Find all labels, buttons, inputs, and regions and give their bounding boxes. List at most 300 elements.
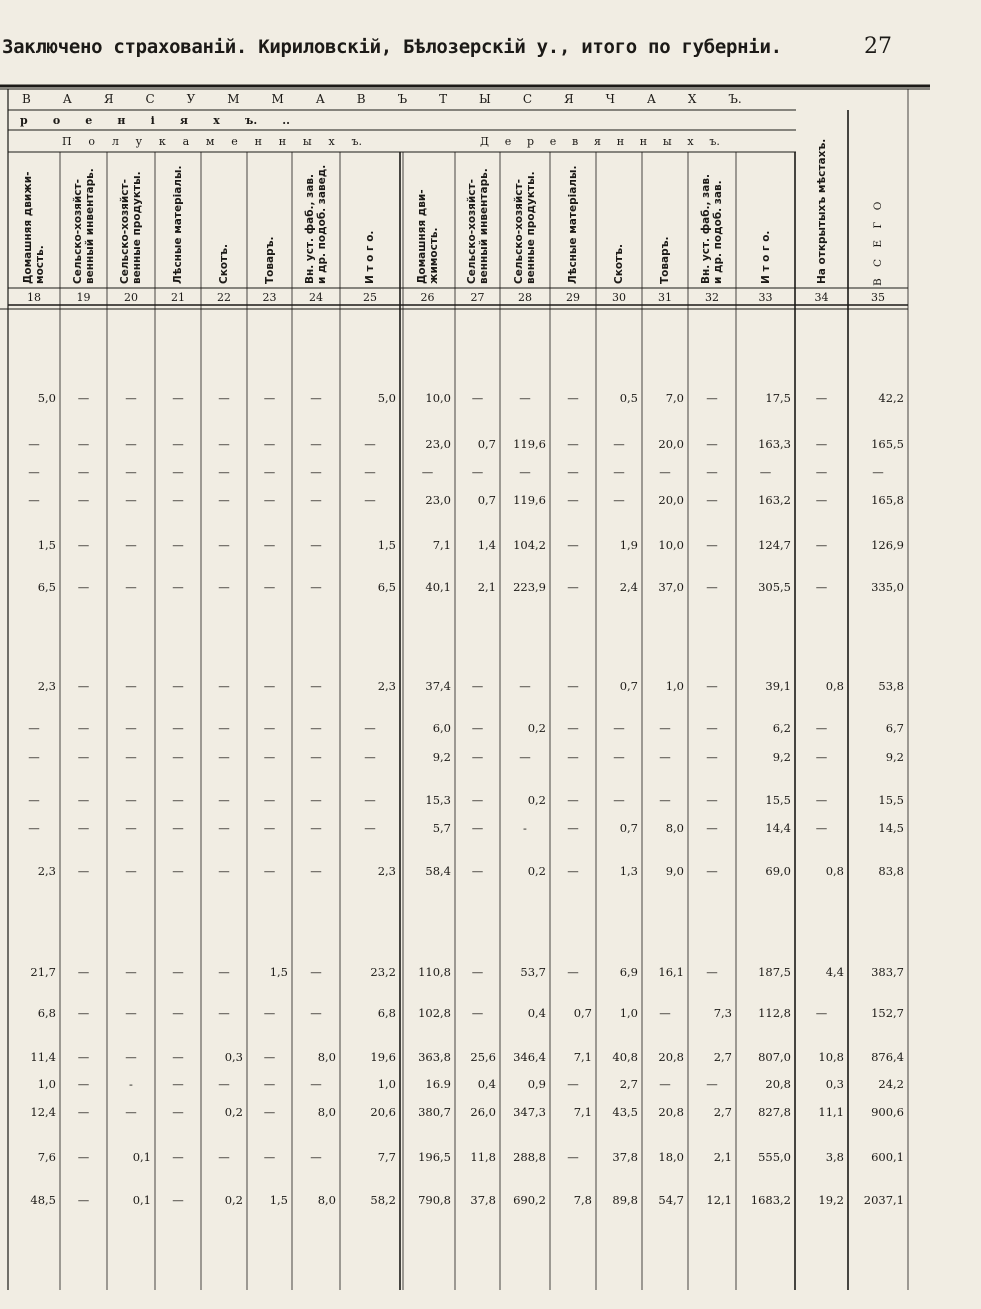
table-cell: 876,4 <box>871 1050 904 1064</box>
table-cell: — <box>263 580 276 594</box>
table-cell: 53,7 <box>520 965 546 979</box>
banner-sum-letter: Х <box>687 92 697 106</box>
table-cell: 1,4 <box>477 538 496 552</box>
table-cell: — <box>659 750 671 764</box>
wooden-buildings-group <box>480 135 720 148</box>
table-cell: — <box>706 821 718 835</box>
table-cell: 18,0 <box>658 1150 684 1164</box>
table-cell: 163,2 <box>758 493 791 507</box>
table-cell: — <box>310 580 322 594</box>
table-cell: — <box>263 750 276 764</box>
table-cell: 2,7 <box>713 1105 732 1119</box>
banner-sub-letter: о <box>52 114 61 127</box>
stone-group-letter: а <box>182 135 190 148</box>
table-cell: — <box>218 679 230 693</box>
table-cell: — <box>218 538 230 552</box>
table-cell: — <box>471 721 484 735</box>
table-cell: — <box>364 493 376 507</box>
table-cell: — <box>567 821 579 835</box>
table-cell: — <box>310 679 322 693</box>
column-header-25: И т о г о. <box>364 230 376 284</box>
table-cell: 119,6 <box>513 493 546 507</box>
table-cell: — <box>567 538 579 552</box>
column-number-34: 34 <box>814 291 829 304</box>
table-cell: 83,8 <box>878 864 904 878</box>
table-cell: — <box>815 538 828 552</box>
table-cell: — <box>77 750 90 764</box>
column-header-32: Вн. уст. фаб., зав. и др. подоб. зав. <box>700 174 724 284</box>
table-cell: 54,7 <box>658 1193 684 1207</box>
column-number-35: 35 <box>871 291 885 304</box>
table-cell: 37,8 <box>470 1193 496 1207</box>
table-cell: 9,2 <box>432 750 451 764</box>
table-cell: 2037,1 <box>863 1193 904 1207</box>
column-header-33: И т о г о. <box>759 230 772 284</box>
stone-group-letter: е <box>231 135 238 148</box>
column-number-27: 27 <box>470 291 485 304</box>
table-cell: — <box>172 538 184 552</box>
table-cell: 104,2 <box>513 538 546 552</box>
table-cell: — <box>218 1077 230 1091</box>
table-cell: — <box>263 1077 276 1091</box>
table-cell: 347,3 <box>513 1105 546 1119</box>
table-cell: — <box>125 437 137 451</box>
table-cell: — <box>567 391 579 405</box>
banner-sum-letter: С <box>522 92 532 106</box>
table-cell: — <box>567 750 579 764</box>
table-cell: — <box>172 1077 184 1091</box>
wood-group-letter: е <box>504 135 512 148</box>
table-cell: 152,7 <box>871 1006 904 1020</box>
table-cell: — <box>218 465 230 479</box>
table-cell: — <box>218 1006 230 1020</box>
table-cell: — <box>218 750 230 764</box>
table-cell: — <box>172 493 184 507</box>
table-cell: — <box>218 493 230 507</box>
table-cell: 112,8 <box>758 1006 791 1020</box>
table-cell: 0,2 <box>527 793 546 807</box>
table-cell: — <box>172 864 184 878</box>
table-cell: — <box>567 679 579 693</box>
table-cell: — <box>815 1006 828 1020</box>
table-cell: 0,2 <box>527 721 546 735</box>
stone-group-letter: м <box>205 135 215 148</box>
banner-subtitle <box>20 114 290 127</box>
table-cell: — <box>263 721 276 735</box>
table-cell: 5,0 <box>377 391 396 405</box>
column-number-24: 24 <box>309 291 323 304</box>
table-cell: — <box>567 721 579 735</box>
column-header-22: Скотъ. <box>218 243 230 284</box>
column-header-31: Товаръ. <box>659 236 671 284</box>
table-cell: — <box>263 821 276 835</box>
column-header-19: Сельско-хозяйст- венный инвентарь. <box>71 168 96 284</box>
table-cell: 39,1 <box>765 679 791 693</box>
table-cell: 1,0 <box>377 1077 396 1091</box>
table-cell: 43,5 <box>612 1105 638 1119</box>
table-cell: — <box>125 965 137 979</box>
table-cell: — <box>263 493 276 507</box>
stone-group-letter: к <box>158 135 166 148</box>
table-cell: — <box>567 864 579 878</box>
table-cell: — <box>172 793 184 807</box>
table-cell: — <box>77 864 90 878</box>
table-cell: 165,8 <box>871 493 904 507</box>
table-cell: 8,0 <box>665 821 684 835</box>
table-cell: 555,0 <box>758 1150 791 1164</box>
column-number-30: 30 <box>612 291 626 304</box>
table-cell: — <box>310 493 322 507</box>
table-cell: 7,6 <box>37 1150 56 1164</box>
table-cell: — <box>310 721 322 735</box>
table-cell: 26,0 <box>470 1105 496 1119</box>
table-cell: — <box>706 1077 718 1091</box>
table-cell: 0,7 <box>477 493 496 507</box>
table-cell: — <box>125 1050 137 1064</box>
table-cell: — <box>706 437 718 451</box>
table-cell: — <box>172 679 184 693</box>
table-cell: 0,1 <box>132 1193 151 1207</box>
table-cell: — <box>77 1050 90 1064</box>
table-cell: 1,5 <box>37 538 56 552</box>
table-cell: — <box>28 750 40 764</box>
table-cell: 7,0 <box>665 391 684 405</box>
table-cell: 0,1 <box>132 1150 151 1164</box>
wood-group-letter: я <box>593 135 601 148</box>
table-cell: 2,4 <box>619 580 638 594</box>
table-cell: — <box>125 721 137 735</box>
table-cell: 380,7 <box>418 1105 451 1119</box>
table-cell: 37,0 <box>658 580 684 594</box>
table-cell: 9,2 <box>885 750 904 764</box>
table-cell: 0,3 <box>224 1050 243 1064</box>
table-cell: 20,8 <box>765 1077 791 1091</box>
table-cell: 2,1 <box>477 580 496 594</box>
stone-buildings-group <box>62 135 362 148</box>
banner-sub-letter: р <box>20 114 28 127</box>
table-cell: — <box>471 864 484 878</box>
table-cell: — <box>519 391 531 405</box>
column-header-34: На открытыхъ мѣстахъ. <box>815 138 828 284</box>
column-header-20: Сельско-хозяйст- венные продукты. <box>119 171 143 284</box>
wood-group-letter: ы <box>662 135 672 148</box>
table-cell: — <box>815 391 828 405</box>
table-cell: — <box>706 580 718 594</box>
table-cell: 0,7 <box>477 437 496 451</box>
table-cell: — <box>519 750 531 764</box>
table-cell: — <box>471 391 484 405</box>
table-cell: 2,3 <box>377 679 396 693</box>
table-cell: 10,0 <box>425 391 451 405</box>
table-cell: 8,0 <box>317 1193 336 1207</box>
table-cell: — <box>364 437 376 451</box>
table-cell: 37,8 <box>612 1150 638 1164</box>
table-cell: 0,7 <box>619 821 638 835</box>
column-number-26: 26 <box>420 291 435 304</box>
table-cell: — <box>815 721 828 735</box>
table-cell: — <box>263 391 276 405</box>
table-cell: — <box>872 465 884 479</box>
banner-sum-letter: У <box>186 92 196 106</box>
column-header-30: Скотъ. <box>613 243 625 284</box>
table-cell: 223,9 <box>513 580 546 594</box>
table-cell: — <box>218 793 230 807</box>
table-cell: — <box>125 821 137 835</box>
table-cell: 20,0 <box>658 437 684 451</box>
table-cell: 0,2 <box>224 1105 243 1119</box>
table-cell: — <box>706 493 718 507</box>
table-cell: — <box>172 965 184 979</box>
column-number-25: 25 <box>363 291 377 304</box>
table-cell: — <box>172 1193 184 1207</box>
table-cell: — <box>567 580 579 594</box>
table-cell: 1,9 <box>619 538 638 552</box>
table-cell: — <box>77 580 90 594</box>
table-cell: 0,8 <box>825 864 844 878</box>
table-cell: 383,7 <box>871 965 904 979</box>
table-cell: 5,0 <box>37 391 56 405</box>
table-cell: — <box>218 965 230 979</box>
table-cell: 19,6 <box>370 1050 396 1064</box>
table-cell: 6,9 <box>619 965 638 979</box>
table-cell: 23,0 <box>425 437 451 451</box>
table-cell: — <box>471 965 484 979</box>
table-cell: 10,8 <box>818 1050 844 1064</box>
column-header-29: Лѣсные матеріалы. <box>567 165 579 284</box>
table-cell: — <box>471 679 484 693</box>
table-cell: — <box>172 821 184 835</box>
table-cell: 12,1 <box>706 1193 732 1207</box>
banner-sub-letter: .. <box>282 114 290 127</box>
table-cell: — <box>218 437 230 451</box>
table-cell: 7,1 <box>573 1105 592 1119</box>
table-cell: 20,0 <box>658 493 684 507</box>
table-cell: 1,5 <box>269 965 288 979</box>
table-cell: 1,0 <box>37 1077 56 1091</box>
table-cell: — <box>659 1077 671 1091</box>
table-cell: 900,6 <box>871 1105 904 1119</box>
stone-group-letter: л <box>111 135 119 148</box>
table-cell: 21,7 <box>30 965 56 979</box>
banner-sum-letter: М <box>227 92 240 106</box>
table-cell: 23,0 <box>425 493 451 507</box>
table-cell: — <box>364 721 376 735</box>
table-cell: — <box>263 1006 276 1020</box>
table-cell: — <box>125 864 137 878</box>
table-cell: 187,5 <box>758 965 791 979</box>
table-cell: — <box>519 679 531 693</box>
table-cell: 15,5 <box>878 793 904 807</box>
table-cell: 69,0 <box>765 864 791 878</box>
table-cell: 14,4 <box>765 821 791 835</box>
table-cell: — <box>310 538 322 552</box>
table-cell: — <box>310 465 322 479</box>
stone-group-letter: П <box>62 135 72 148</box>
table-cell: — <box>613 465 625 479</box>
table-cell: — <box>263 1105 276 1119</box>
table-cell: 1683,2 <box>750 1193 791 1207</box>
column-number-18: 18 <box>27 291 41 304</box>
table-cell: — <box>125 1105 137 1119</box>
table-cell: 124,7 <box>758 538 791 552</box>
table-cell: 11,4 <box>30 1050 56 1064</box>
table-cell: — <box>172 1006 184 1020</box>
table-cell: 20,6 <box>370 1105 396 1119</box>
table-cell: — <box>125 750 137 764</box>
table-cell: — <box>706 965 718 979</box>
table-cell: 53,8 <box>878 679 904 693</box>
table-cell: 7,1 <box>432 538 451 552</box>
table-cell: 16.9 <box>425 1077 451 1091</box>
table-cell: — <box>125 679 137 693</box>
table-cell: — <box>77 821 90 835</box>
wood-group-letter: в <box>572 135 579 148</box>
table-cell: 9,2 <box>772 750 791 764</box>
table-cell: 11,8 <box>470 1150 496 1164</box>
table-cell: 2,7 <box>619 1077 638 1091</box>
table-cell: 288,8 <box>513 1150 546 1164</box>
table-cell: 0,9 <box>527 1077 546 1091</box>
stone-group-letter: х <box>328 135 335 148</box>
table-cell: — <box>218 721 230 735</box>
table-cell: — <box>567 1077 579 1091</box>
table-cell: 790,8 <box>418 1193 451 1207</box>
wood-group-letter: х <box>687 135 694 148</box>
table-cell: 4,4 <box>825 965 844 979</box>
column-number-33: 33 <box>758 291 773 304</box>
banner-sub-letter: н <box>117 114 126 127</box>
table-cell: — <box>364 750 376 764</box>
stone-group-letter: ъ. <box>351 135 362 148</box>
table-cell: — <box>172 437 184 451</box>
table-cell: — <box>659 793 671 807</box>
table-cell: — <box>28 821 40 835</box>
stone-group-letter: у <box>135 135 143 148</box>
table-cell: 0,5 <box>619 391 638 405</box>
table-cell: 8,0 <box>317 1050 336 1064</box>
table-cell: - <box>523 821 527 835</box>
table-cell: — <box>471 750 484 764</box>
table-cell: 102,8 <box>418 1006 451 1020</box>
table-cell: 2,3 <box>37 679 56 693</box>
table-cell: 5,7 <box>432 821 451 835</box>
banner-sum-letter: А <box>62 92 72 106</box>
table-cell: 0,3 <box>825 1077 844 1091</box>
banner-sub-letter: і <box>150 114 155 127</box>
table-cell: 7,3 <box>713 1006 732 1020</box>
table-cell: 165,5 <box>871 437 904 451</box>
table-cell: — <box>613 437 625 451</box>
table-cell: 1,3 <box>619 864 638 878</box>
banner-sum-letter: Ч <box>605 92 615 106</box>
table-cell: — <box>172 391 184 405</box>
table-cell: 20,8 <box>658 1050 684 1064</box>
banner-sub-letter: х <box>213 114 220 127</box>
table-cell: 9,0 <box>665 864 684 878</box>
table-cell: 1,0 <box>619 1006 638 1020</box>
table-cell: — <box>263 864 276 878</box>
column-header-28: Сельско-хозяйст- венные продукты. <box>513 171 537 284</box>
table-cell: — <box>364 821 376 835</box>
stone-group-letter: н <box>254 135 262 148</box>
column-number-22: 22 <box>217 291 231 304</box>
table-cell: 19,2 <box>818 1193 844 1207</box>
table-cell: — <box>172 580 184 594</box>
table-cell: — <box>77 493 90 507</box>
table-cell: — <box>706 679 718 693</box>
table-cell: 7,7 <box>377 1150 396 1164</box>
wood-group-letter: ъ. <box>709 135 720 148</box>
stone-group-letter: о <box>88 135 96 148</box>
table-cell: 48,5 <box>30 1193 56 1207</box>
table-cell: — <box>567 493 579 507</box>
table-cell: — <box>172 1150 184 1164</box>
column-number-20: 20 <box>124 291 138 304</box>
table-cell: 0,8 <box>825 679 844 693</box>
table-cell: 0,7 <box>619 679 638 693</box>
column-number-28: 28 <box>518 291 532 304</box>
table-cell: — <box>706 793 718 807</box>
table-cell: 24,2 <box>878 1077 904 1091</box>
table-cell: 89,8 <box>612 1193 638 1207</box>
table-cell: 346,4 <box>513 1050 546 1064</box>
table-cell: — <box>125 493 137 507</box>
table-cell: — <box>567 793 579 807</box>
banner-sum-letter: Я <box>563 92 574 106</box>
table-cell: — <box>218 1150 230 1164</box>
table-cell: — <box>659 1006 671 1020</box>
table-cell: 8,0 <box>317 1105 336 1119</box>
table-cell: 2,3 <box>37 864 56 878</box>
banner-sum-letter: Т <box>439 92 448 106</box>
table-cell: 119,6 <box>513 437 546 451</box>
table-cell: 58,2 <box>370 1193 396 1207</box>
table-cell: 110,8 <box>418 965 451 979</box>
banner-sub-letter: е <box>85 114 93 127</box>
table-cell: — <box>310 965 322 979</box>
table-cell: 3,8 <box>825 1150 844 1164</box>
table-cell: — <box>310 1150 322 1164</box>
table-cell: — <box>613 750 625 764</box>
column-number-19: 19 <box>76 291 91 304</box>
banner-sum-letter: Ъ <box>397 92 408 106</box>
column-header-24: Вн. уст. фаб., зав. и др. подоб. завед. <box>304 164 328 284</box>
table-cell: 37,4 <box>425 679 451 693</box>
table-cell: — <box>77 1077 90 1091</box>
table-cell: — <box>815 465 828 479</box>
column-number-21: 21 <box>171 291 185 304</box>
table-cell: — <box>471 1006 484 1020</box>
wood-group-letter: е <box>549 135 557 148</box>
table-cell: — <box>815 793 828 807</box>
table-cell: 126,9 <box>871 538 904 552</box>
table-cell: 2,3 <box>377 864 396 878</box>
table-cell: 807,0 <box>758 1050 791 1064</box>
table-cell: — <box>659 721 671 735</box>
banner-sum-letter: В <box>22 92 31 106</box>
column-header-18: Домашняя движи- мость. <box>22 171 46 284</box>
table-cell: — <box>310 1077 322 1091</box>
table-cell: 23,2 <box>370 965 396 979</box>
banner-sum-letter: В <box>356 92 366 106</box>
table-cell: — <box>471 793 484 807</box>
table-cell: 6,0 <box>432 721 451 735</box>
table-cell: 163,3 <box>758 437 791 451</box>
table-cell: 58,4 <box>425 864 451 878</box>
table-cell: 6,5 <box>377 580 396 594</box>
table-cell: — <box>815 580 828 594</box>
table-cell: — <box>613 493 625 507</box>
